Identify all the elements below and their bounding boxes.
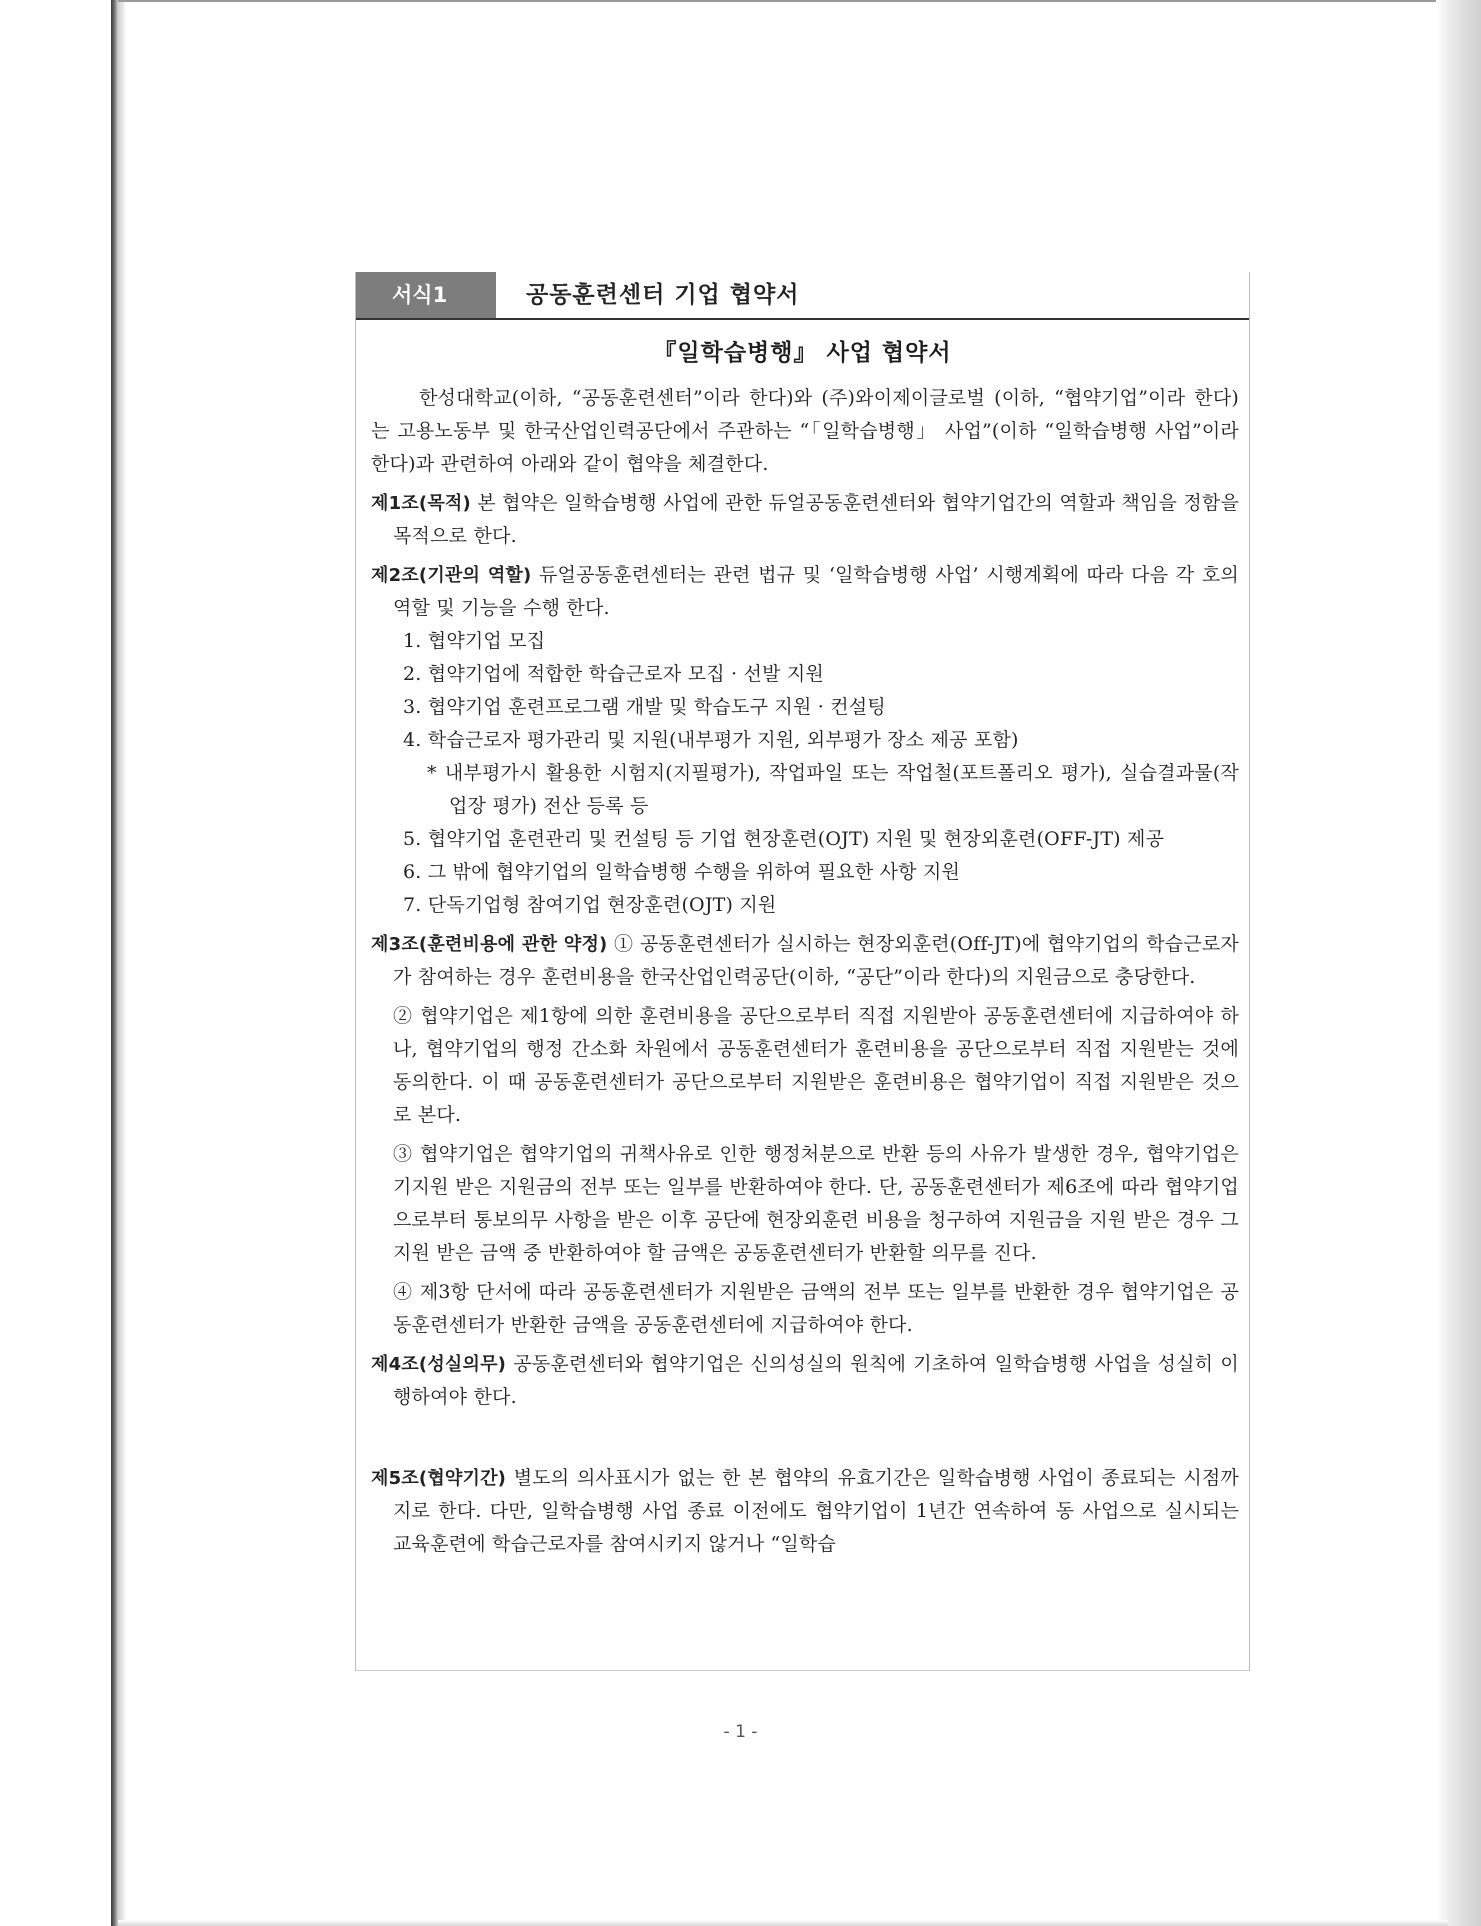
article-2 <box>371 559 1239 625</box>
article-3-para-2: ② 협약기업은 제1항에 의한 훈련비용을 공단으로부터 직접 지원받아 공동훈련센터에 지급하여야 하나, 협약기업의 행정 간소화 차원에서 공동훈련센터가 훈련비용을 공단으로부터 직접 지원받는 것에 동의한다. 이 때 공동훈련센터가 공단으로부터 지원받은 훈련비용은 협약기업이 직접 지원받은 것으로 본다. <box>393 1005 1239 1126</box>
article-3 <box>371 928 1239 994</box>
list-note: * 내부평가시 활용한 시험지(지필평가), 작업파일 또는 작업철(포트폴리오 평가), 실습결과물(작업장 평가) 전산 등록 등 <box>427 762 1239 817</box>
form-tag: 서식1 <box>356 272 496 318</box>
article-1 <box>371 487 1239 553</box>
page-number: - 1 - <box>723 1722 758 1742</box>
spacer <box>371 1414 1239 1456</box>
article-2-text: 듀얼공동훈련센터는 관련 법규 및 ‘일학습병행 사업’ 시행계획에 따라 다음 각 호의 역할 및 기능을 수행 한다. <box>393 564 1239 619</box>
article-2-heading: 제2조(기관의 역할) <box>371 565 532 586</box>
page-top-edge <box>118 0 1448 2</box>
article-5-text: 별도의 의사표시가 없는 한 본 협약의 유효기간은 일학습병행 사업이 종료되는 시점까지로 한다. 다만, 일학습병행 사업 종료 이전에도 협약기업이 1년간 연속하여 동 사업으로 실시되는 교육훈련에 학습근로자를 참여시키지 않거나 “일학습 <box>393 1467 1239 1555</box>
list-item: 7. 단독기업형 참여기업 현장훈련(OJT) 지원 <box>403 894 777 916</box>
document-body <box>371 382 1239 1561</box>
list-item: 5. 협약기업 훈련관리 및 컨설팅 등 기업 현장훈련(OJT) 지원 및 현장외훈련(OFF-JT) 제공 <box>403 828 1165 850</box>
article-2-list <box>371 625 1239 922</box>
article-1-heading: 제1조(목적) <box>371 493 471 514</box>
list-item: 4. 학습근로자 평가관리 및 지원(내부평가 지원, 외부평가 장소 제공 포함) <box>403 729 1019 751</box>
form-title: 공동훈련센터 기업 협약서 <box>526 282 800 308</box>
article-4-text: 공동훈련센터와 협약기업은 신의성실의 원칙에 기초하여 일학습병행 사업을 성실히 이행하여야 한다. <box>393 1353 1239 1408</box>
intro-paragraph: 한성대학교(이하, “공동훈련센터”이라 한다)와 (주)와이제이글로벌 (이하, “협약기업”이라 한다)는 고용노동부 및 한국산업인력공단에서 주관하는 “「일학습병행」 사업”(이하 “일학습병행 사업”이라 한다)과 관련하여 아래와 같이 협약을 체결한다. <box>371 387 1239 475</box>
list-item: 2. 협약기업에 적합한 학습근로자 모집 · 선발 지원 <box>403 663 824 685</box>
page-right-shadow <box>1436 0 1481 1926</box>
article-3-para-3: ③ 협약기업은 협약기업의 귀책사유로 인한 행정처분으로 반환 등의 사유가 발생한 경우, 협약기업은 기지원 받은 지원금의 전부 또는 일부를 반환하여야 한다. 단, 공동훈련센터가 제6조에 따라 협약기업으로부터 통보의무 사항을 받은 이후 공단에 현장외훈련 비용을 청구하여 지원금을 지원 받은 경우 그 지원 받은 금액 중 반환하여야 할 금액은 공동훈련센터가 반환할 의무를 진다. <box>393 1143 1239 1264</box>
list-item: 1. 협약기업 모집 <box>403 630 546 652</box>
page-left-edge <box>111 0 125 1926</box>
article-3-heading: 제3조(훈련비용에 관한 약정) <box>371 934 608 955</box>
article-1-text: 본 협약은 일학습병행 사업에 관한 듀얼공동훈련센터와 협약기업간의 역할과 책임을 정함을 목적으로 한다. <box>393 492 1239 547</box>
article-3-para-4: ④ 제3항 단서에 따라 공동훈련센터가 지원받은 금액의 전부 또는 일부를 반환한 경우 협약기업은 공동훈련센터가 반환한 금액을 공동훈련센터에 지급하여야 한다. <box>393 1281 1239 1336</box>
page-bottom-shadow <box>118 1920 1448 1926</box>
article-5-heading: 제5조(협약기간) <box>371 1468 507 1489</box>
document-title: 『일학습병행』 사업 협약서 <box>653 340 952 366</box>
article-4-heading: 제4조(성실의무) <box>371 1354 507 1375</box>
article-3-para-1: ① 공동훈련센터가 실시하는 현장외훈련(Off-JT)에 협약기업의 학습근로자가 참여하는 경우 훈련비용을 한국산업인력공단(이하, “공단”이라 한다)의 지원금으로 충당한다. <box>393 933 1239 988</box>
list-item: 3. 협약기업 훈련프로그램 개발 및 학습도구 지원 · 컨설팅 <box>403 696 886 718</box>
article-5 <box>371 1462 1239 1561</box>
document-frame <box>355 272 1250 1671</box>
article-4 <box>371 1348 1239 1414</box>
form-header <box>356 272 1249 320</box>
list-item: 6. 그 밖에 협약기업의 일학습병행 수행을 위하여 필요한 사항 지원 <box>403 861 961 883</box>
